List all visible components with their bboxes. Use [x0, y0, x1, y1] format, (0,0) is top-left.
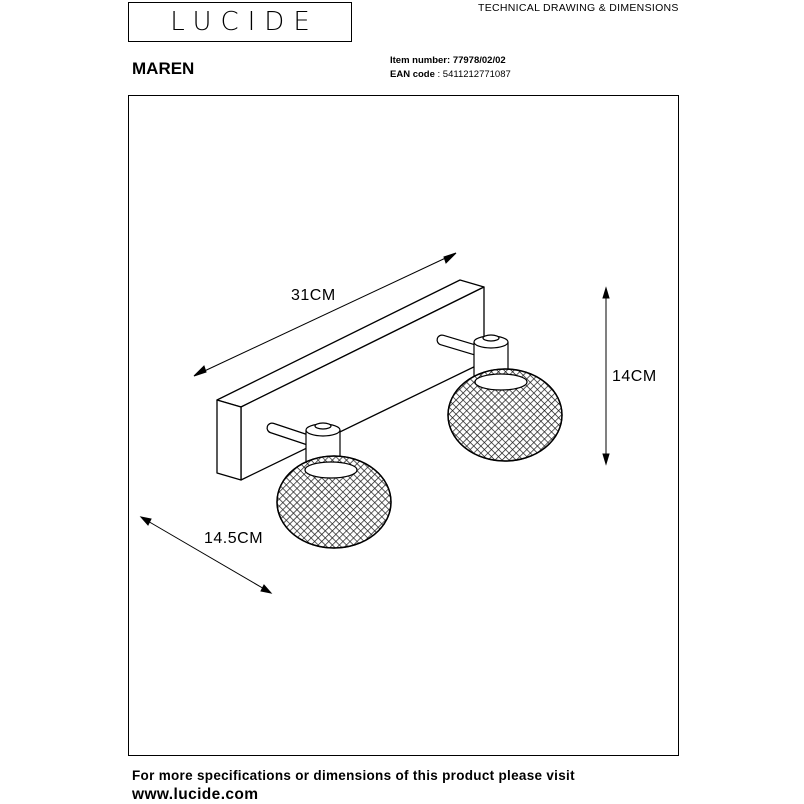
depth-dimension-line [141, 517, 271, 593]
height-dimension-label: 14CM [612, 368, 657, 385]
height-dimension-line [603, 288, 609, 464]
item-number-value: 77978/02/02 [452, 55, 506, 66]
ean-code-value: : 5411212771087 [437, 69, 511, 80]
document-title: TECHNICAL DRAWING & DIMENSIONS [478, 2, 679, 14]
ean-code-label: EAN code [390, 69, 435, 80]
product-name: MAREN [132, 59, 195, 78]
item-number [390, 55, 506, 66]
footer-text: For more specifications or dimensions of this product please visit [132, 768, 575, 783]
length-dimension-label: 31CM [291, 287, 336, 304]
mounting-bar [217, 280, 484, 480]
ean-code [390, 69, 511, 80]
technical-drawing [128, 95, 679, 756]
item-number-label: Item number: [390, 55, 451, 66]
brand-logo-text: LUCIDE [170, 7, 319, 37]
brand-logo [128, 2, 352, 42]
depth-dimension-label: 14.5CM [204, 530, 264, 547]
footer-url-link[interactable]: www.lucide.com [132, 786, 259, 803]
